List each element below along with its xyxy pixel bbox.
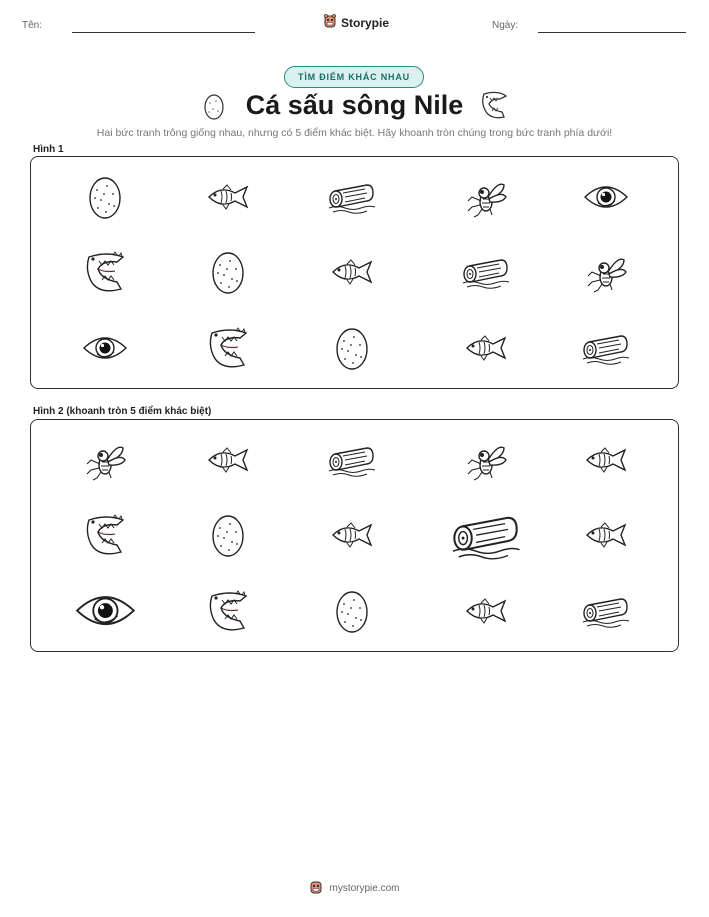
date-input-line[interactable] — [538, 32, 686, 33]
log-icon — [446, 240, 526, 304]
brand-name: Storypie — [341, 15, 390, 30]
brand-logo — [323, 13, 389, 32]
fly-icon — [446, 165, 526, 229]
eye-icon — [65, 316, 145, 380]
fish-icon[interactable] — [566, 503, 646, 567]
crocodile-icon — [65, 240, 145, 304]
picture-2-panel[interactable] — [30, 419, 679, 652]
footer — [0, 879, 709, 898]
log-icon[interactable] — [566, 579, 646, 643]
fish-icon[interactable] — [312, 503, 392, 567]
picture-2-label: Hình 2 (khoanh tròn 5 điểm khác biệt) — [33, 406, 212, 417]
title-text: Cá sấu sông Nile — [245, 90, 464, 120]
storypie-mascot-icon — [323, 13, 337, 32]
eye-icon[interactable] — [65, 579, 145, 643]
fish-icon[interactable] — [446, 579, 526, 643]
name-input-line[interactable] — [72, 32, 255, 33]
fly-icon[interactable] — [446, 428, 526, 492]
title-egg-icon — [203, 92, 225, 127]
fish-icon — [312, 240, 392, 304]
log-icon — [312, 165, 392, 229]
fish-icon[interactable] — [188, 428, 268, 492]
activity-badge: TÌM ĐIỂM KHÁC NHAU — [284, 66, 424, 88]
picture-1-label: Hình 1 — [33, 144, 64, 155]
storypie-footer-icon — [309, 879, 323, 898]
egg-icon — [312, 316, 392, 380]
date-label: Ngày: — [492, 20, 519, 31]
eye-icon — [566, 165, 646, 229]
picture-1-panel — [30, 156, 679, 389]
crocodile-icon[interactable] — [65, 503, 145, 567]
fish-icon[interactable] — [566, 428, 646, 492]
egg-icon — [65, 165, 145, 229]
log-icon[interactable] — [312, 428, 392, 492]
crocodile-icon — [188, 316, 268, 380]
name-label: Tên: — [22, 20, 43, 31]
title-crocodile-icon — [480, 90, 508, 127]
egg-icon — [188, 240, 268, 304]
egg-icon[interactable] — [312, 579, 392, 643]
fish-icon — [446, 316, 526, 380]
log-icon[interactable] — [446, 503, 526, 567]
crocodile-icon[interactable] — [188, 579, 268, 643]
fly-icon — [566, 240, 646, 304]
instructions: Hai bức tranh trông giống nhau, nhưng có 5 điểm khác biệt. Hãy khoanh tròn chúng trong bức tranh phía dưới! — [96, 127, 613, 139]
log-icon — [566, 316, 646, 380]
footer-url[interactable]: mystorypie.com — [329, 883, 400, 894]
fly-icon[interactable] — [65, 428, 145, 492]
egg-icon[interactable] — [188, 503, 268, 567]
page-title — [0, 90, 709, 121]
fish-icon — [188, 165, 268, 229]
